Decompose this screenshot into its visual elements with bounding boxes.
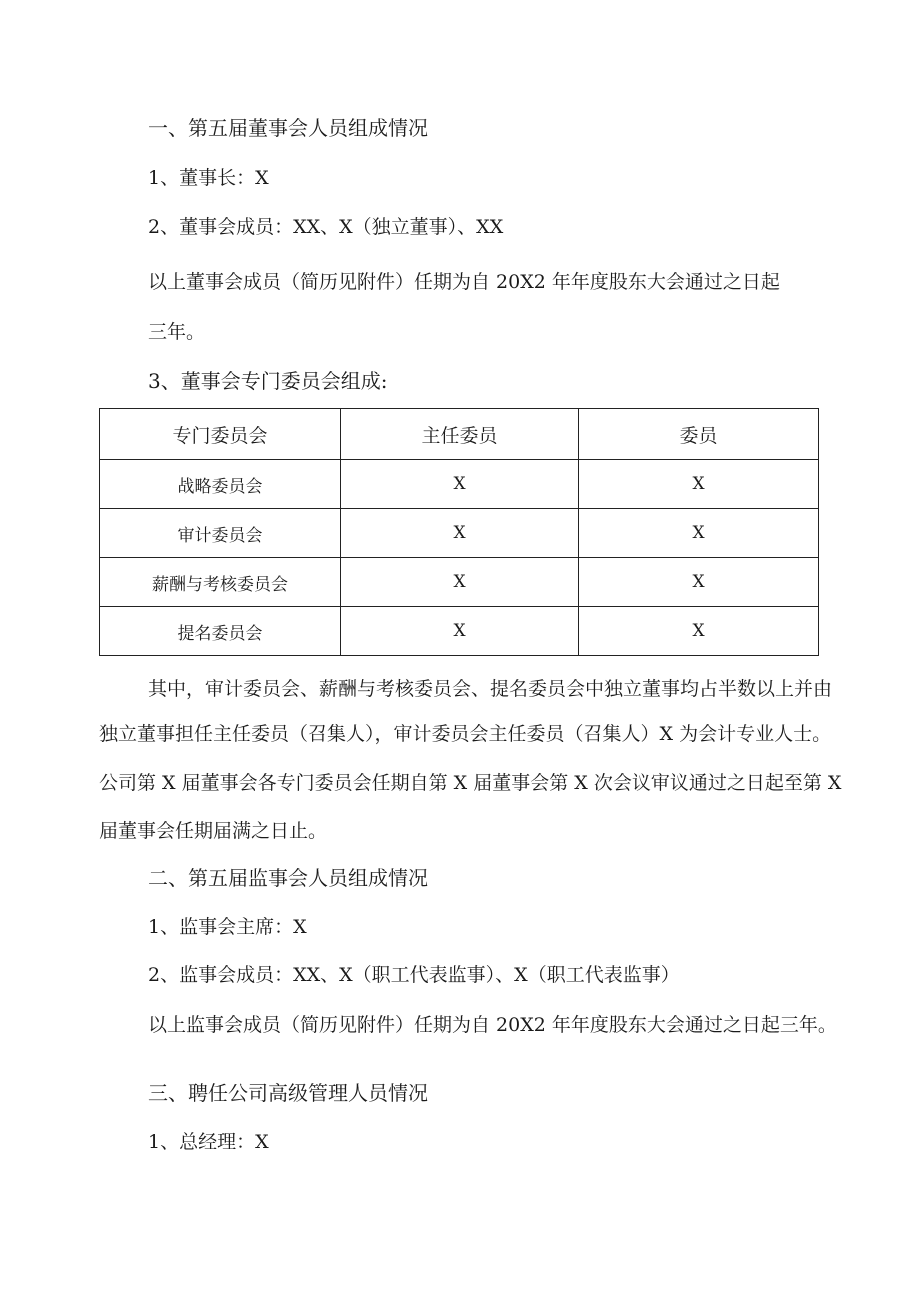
- committee-name: 审计委员会: [100, 509, 341, 558]
- section2-heading: 二、第五届监事会人员组成情况: [148, 866, 428, 890]
- table-header-row: [100, 409, 819, 460]
- committee-members: X: [579, 558, 819, 607]
- section3-heading: 三、聘任公司高级管理人员情况: [148, 1081, 428, 1105]
- committee-name: 提名委员会: [100, 607, 341, 656]
- committee-members: X: [579, 509, 819, 558]
- section1-heading: 一、第五届董事会人员组成情况: [148, 116, 428, 140]
- note-line4: 届董事会任期届满之日止。: [99, 820, 328, 842]
- committee-members: X: [579, 460, 819, 509]
- note-line1: 其中，审计委员会、薪酬与考核委员会、提名委员会中独立董事均占半数以上并由: [148, 678, 833, 700]
- supervisor-members: 2、监事会成员：XX、X（职工代表监事）、X（职工代表监事）: [148, 964, 680, 986]
- committee-chair: X: [341, 607, 579, 656]
- board-members: 2、董事会成员：XX、X（独立董事）、XX: [148, 216, 504, 238]
- committee-name: 战略委员会: [100, 460, 341, 509]
- note-line2: 独立董事担任主任委员（召集人），审计委员会主任委员（召集人）X 为会计专业人士。: [99, 723, 832, 745]
- committee-chair: X: [341, 558, 579, 607]
- supervisor-term: 以上监事会成员（简历见附件）任期为自 20X2 年年度股东大会通过之日起三年。: [148, 1014, 837, 1036]
- supervisor-chairman: 1、监事会主席：X: [148, 916, 307, 938]
- committee-name: 薪酬与考核委员会: [100, 558, 341, 607]
- board-term-line2: 三年。: [148, 321, 206, 343]
- board-term-line1: 以上董事会成员（简历见附件）任期为自 20X2 年年度股东大会通过之日起: [148, 271, 780, 293]
- committee-members: X: [579, 607, 819, 656]
- committee-heading: 3、董事会专门委员会组成:: [148, 369, 388, 393]
- committee-chair: X: [341, 509, 579, 558]
- board-chairman: 1、董事长：X: [148, 167, 269, 189]
- general-manager: 1、总经理：X: [148, 1131, 269, 1153]
- header-chair: 主任委员: [341, 409, 579, 460]
- table-row: [100, 460, 819, 509]
- committee-chair: X: [341, 460, 579, 509]
- table-row: [100, 607, 819, 656]
- table-row: [100, 509, 819, 558]
- header-committee: 专门委员会: [100, 409, 341, 460]
- table-row: [100, 558, 819, 607]
- header-members: 委员: [579, 409, 819, 460]
- committee-table: [99, 408, 819, 656]
- note-line3: 公司第 X 届董事会各专门委员会任期自第 X 届董事会第 X 次会议审议通过之日起至第 X: [99, 772, 842, 794]
